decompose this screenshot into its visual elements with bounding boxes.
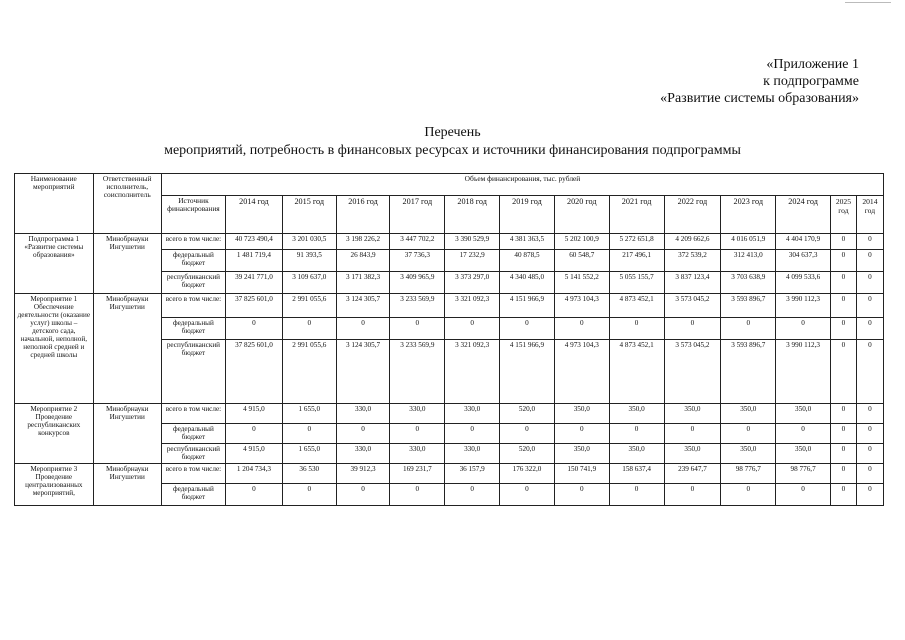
amount-cell: 0 [856,340,883,404]
amount-cell: 0 [856,444,883,464]
amount-cell: 0 [609,424,664,444]
amount-cell: 150 741,9 [554,464,609,484]
financing-source: всего в том числе: [161,464,225,484]
financing-source: федеральный бюджет [161,250,225,272]
amount-cell: 0 [282,424,336,444]
appendix-line-2: к подпрограмме [763,74,859,89]
financing-source: всего в том числе: [161,234,225,250]
amount-cell: 372 539,2 [664,250,721,272]
amount-cell: 330,0 [445,404,500,424]
header-year: 2023 год [721,196,776,234]
amount-cell: 0 [721,318,776,340]
amount-cell: 39 241 771,0 [226,272,283,294]
amount-cell: 3 124 305,7 [336,294,390,318]
amount-cell: 3 593 896,7 [721,340,776,404]
header-year: 2016 год [336,196,390,234]
amount-cell: 0 [664,318,721,340]
amount-cell: 350,0 [609,444,664,464]
header-year: 2014 год [226,196,283,234]
amount-cell: 4 973 104,3 [554,340,609,404]
amount-cell: 3 109 637,0 [282,272,336,294]
amount-cell: 3 593 896,7 [721,294,776,318]
amount-cell: 0 [776,318,831,340]
financing-table [14,173,884,506]
amount-cell: 0 [554,484,609,506]
header-year: 2015 год [282,196,336,234]
amount-cell: 0 [390,318,445,340]
amount-cell: 0 [831,340,857,404]
amount-cell: 4 016 051,9 [721,234,776,250]
amount-cell: 5 055 155,7 [609,272,664,294]
amount-cell: 0 [390,424,445,444]
amount-cell: 3 373 297,0 [445,272,500,294]
measure-name: Подпрограмма 1 «Развитие системы образования» [15,234,94,294]
financing-source: республиканский бюджет [161,444,225,464]
amount-cell: 1 655,0 [282,404,336,424]
amount-cell: 0 [831,318,857,340]
appendix-note [660,56,859,107]
amount-cell: 4 973 104,3 [554,294,609,318]
amount-cell: 520,0 [500,404,555,424]
header-year: 2014 год [856,196,883,234]
amount-cell: 0 [664,424,721,444]
financing-source: всего в том числе: [161,404,225,424]
amount-cell: 5 272 651,8 [609,234,664,250]
amount-cell: 3 990 112,3 [776,294,831,318]
financing-source: всего в том числе: [161,294,225,318]
amount-cell: 0 [831,234,857,250]
amount-cell: 350,0 [609,404,664,424]
header-year: 2020 год [554,196,609,234]
header-year: 2018 год [445,196,500,234]
amount-cell: 0 [831,404,857,424]
amount-cell: 4 404 170,9 [776,234,831,250]
amount-cell: 0 [226,318,283,340]
amount-cell: 0 [831,484,857,506]
amount-cell: 40 723 490,4 [226,234,283,250]
amount-cell: 4 915,0 [226,404,283,424]
amount-cell: 2 991 055,6 [282,294,336,318]
financing-source: республиканский бюджет [161,272,225,294]
amount-cell: 3 321 092,3 [445,340,500,404]
amount-cell: 40 878,5 [500,250,555,272]
amount-cell: 60 548,7 [554,250,609,272]
amount-cell: 330,0 [336,444,390,464]
amount-cell: 4 873 452,1 [609,294,664,318]
amount-cell: 1 481 719,4 [226,250,283,272]
measure-name: Мероприятие 3 Проведение централизованных мероприятий, [15,464,94,506]
scan-edge-mark [845,2,891,3]
amount-cell: 304 637,3 [776,250,831,272]
amount-cell: 0 [831,444,857,464]
amount-cell: 350,0 [721,404,776,424]
amount-cell: 0 [776,424,831,444]
amount-cell: 0 [856,234,883,250]
amount-cell: 2 991 055,6 [282,340,336,404]
amount-cell: 0 [336,484,390,506]
amount-cell: 36 157,9 [445,464,500,484]
amount-cell: 350,0 [554,444,609,464]
amount-cell: 0 [664,484,721,506]
measure-name: Мероприятие 2 Проведение республиканских конкурсов [15,404,94,464]
amount-cell: 3 171 382,3 [336,272,390,294]
amount-cell: 520,0 [500,444,555,464]
amount-cell: 0 [831,464,857,484]
amount-cell: 3 447 702,2 [390,234,445,250]
amount-cell: 330,0 [445,444,500,464]
amount-cell: 4 381 363,5 [500,234,555,250]
header-name: Наименование мероприятий [15,174,94,234]
amount-cell: 0 [856,294,883,318]
amount-cell: 350,0 [554,404,609,424]
amount-cell: 3 390 529,9 [445,234,500,250]
header-volume: Объем финансирования, тыс. рублей [161,174,883,196]
amount-cell: 330,0 [390,404,445,424]
amount-cell: 0 [500,424,555,444]
amount-cell: 17 232,9 [445,250,500,272]
amount-cell: 36 530 [282,464,336,484]
amount-cell: 0 [609,484,664,506]
amount-cell: 3 573 045,2 [664,340,721,404]
amount-cell: 3 409 965,9 [390,272,445,294]
measure-name: Мероприятие 1 Обеспечение деятельности (оказание услуг) школы – детского сада, начальной, неполной, неполной средней и средней школы [15,294,94,404]
amount-cell: 350,0 [664,404,721,424]
header-year: 2024 год [776,196,831,234]
amount-cell: 3 201 030,5 [282,234,336,250]
amount-cell: 4 151 966,9 [500,294,555,318]
amount-cell: 3 321 092,3 [445,294,500,318]
amount-cell: 0 [856,484,883,506]
amount-cell: 3 233 569,9 [390,340,445,404]
amount-cell: 3 124 305,7 [336,340,390,404]
table-row [15,464,884,484]
amount-cell: 5 141 552,2 [554,272,609,294]
responsible-executor: Минобрнауки Ингушетии [93,404,161,464]
amount-cell: 330,0 [390,444,445,464]
table-row [15,294,884,318]
amount-cell: 0 [609,318,664,340]
amount-cell: 5 202 100,9 [554,234,609,250]
amount-cell: 0 [336,318,390,340]
amount-cell: 0 [282,484,336,506]
amount-cell: 0 [226,424,283,444]
amount-cell: 0 [831,272,857,294]
document-title [0,124,905,160]
amount-cell: 0 [856,250,883,272]
amount-cell: 39 912,3 [336,464,390,484]
amount-cell: 169 231,7 [390,464,445,484]
amount-cell: 0 [500,318,555,340]
amount-cell: 3 990 112,3 [776,340,831,404]
amount-cell: 312 413,0 [721,250,776,272]
table-row [15,404,884,424]
amount-cell: 4 151 966,9 [500,340,555,404]
amount-cell: 3 198 226,2 [336,234,390,250]
amount-cell: 4 915,0 [226,444,283,464]
appendix-line-3: «Развитие системы образования» [660,91,859,106]
header-year: 2019 год [500,196,555,234]
amount-cell: 26 843,9 [336,250,390,272]
amount-cell: 3 703 638,9 [721,272,776,294]
amount-cell: 0 [445,424,500,444]
header-responsible: Ответственный исполнитель, соисполнитель [93,174,161,234]
amount-cell: 158 637,4 [609,464,664,484]
title-line-2: мероприятий, потребность в финансовых ресурсах и источники финансирования подпрограммы [164,143,741,158]
amount-cell: 4 340 485,0 [500,272,555,294]
amount-cell: 0 [831,294,857,318]
amount-cell: 91 393,5 [282,250,336,272]
amount-cell: 350,0 [776,404,831,424]
amount-cell: 98 776,7 [776,464,831,484]
amount-cell: 4 873 452,1 [609,340,664,404]
amount-cell: 1 204 734,3 [226,464,283,484]
amount-cell: 0 [226,484,283,506]
amount-cell: 350,0 [721,444,776,464]
header-year: 2021 год [609,196,664,234]
amount-cell: 0 [856,464,883,484]
amount-cell: 0 [282,318,336,340]
financing-source: федеральный бюджет [161,484,225,506]
amount-cell: 3 837 123,4 [664,272,721,294]
financing-source: федеральный бюджет [161,424,225,444]
financing-source: республиканский бюджет [161,340,225,404]
amount-cell: 4 099 533,6 [776,272,831,294]
header-year: 2022 год [664,196,721,234]
header-row [15,174,884,196]
amount-cell: 0 [721,484,776,506]
amount-cell: 0 [856,272,883,294]
header-year: 2025 год [831,196,857,234]
header-year: 2017 год [390,196,445,234]
amount-cell: 0 [776,484,831,506]
amount-cell: 4 209 662,6 [664,234,721,250]
responsible-executor: Минобрнауки Ингушетии [93,234,161,294]
amount-cell: 0 [445,318,500,340]
amount-cell: 37 736,3 [390,250,445,272]
amount-cell: 350,0 [664,444,721,464]
amount-cell: 37 825 601,0 [226,294,283,318]
amount-cell: 350,0 [776,444,831,464]
header-source: Источник финансирования [161,196,225,234]
amount-cell: 0 [831,424,857,444]
amount-cell: 239 647,7 [664,464,721,484]
amount-cell: 3 573 045,2 [664,294,721,318]
title-line-1: Перечень [424,125,481,140]
amount-cell: 0 [831,250,857,272]
amount-cell: 0 [445,484,500,506]
amount-cell: 0 [554,318,609,340]
amount-cell: 0 [856,318,883,340]
amount-cell: 37 825 601,0 [226,340,283,404]
appendix-line-1: «Приложение 1 [766,57,859,72]
amount-cell: 0 [390,484,445,506]
amount-cell: 0 [856,424,883,444]
responsible-executor: Минобрнауки Ингушетии [93,464,161,506]
amount-cell: 330,0 [336,404,390,424]
amount-cell: 176 322,0 [500,464,555,484]
amount-cell: 98 776,7 [721,464,776,484]
amount-cell: 1 655,0 [282,444,336,464]
amount-cell: 0 [721,424,776,444]
amount-cell: 0 [336,424,390,444]
responsible-executor: Минобрнауки Ингушетии [93,294,161,404]
amount-cell: 0 [554,424,609,444]
table-row [15,234,884,250]
amount-cell: 0 [500,484,555,506]
amount-cell: 0 [856,404,883,424]
amount-cell: 217 496,1 [609,250,664,272]
amount-cell: 3 233 569,9 [390,294,445,318]
financing-source: федеральный бюджет [161,318,225,340]
